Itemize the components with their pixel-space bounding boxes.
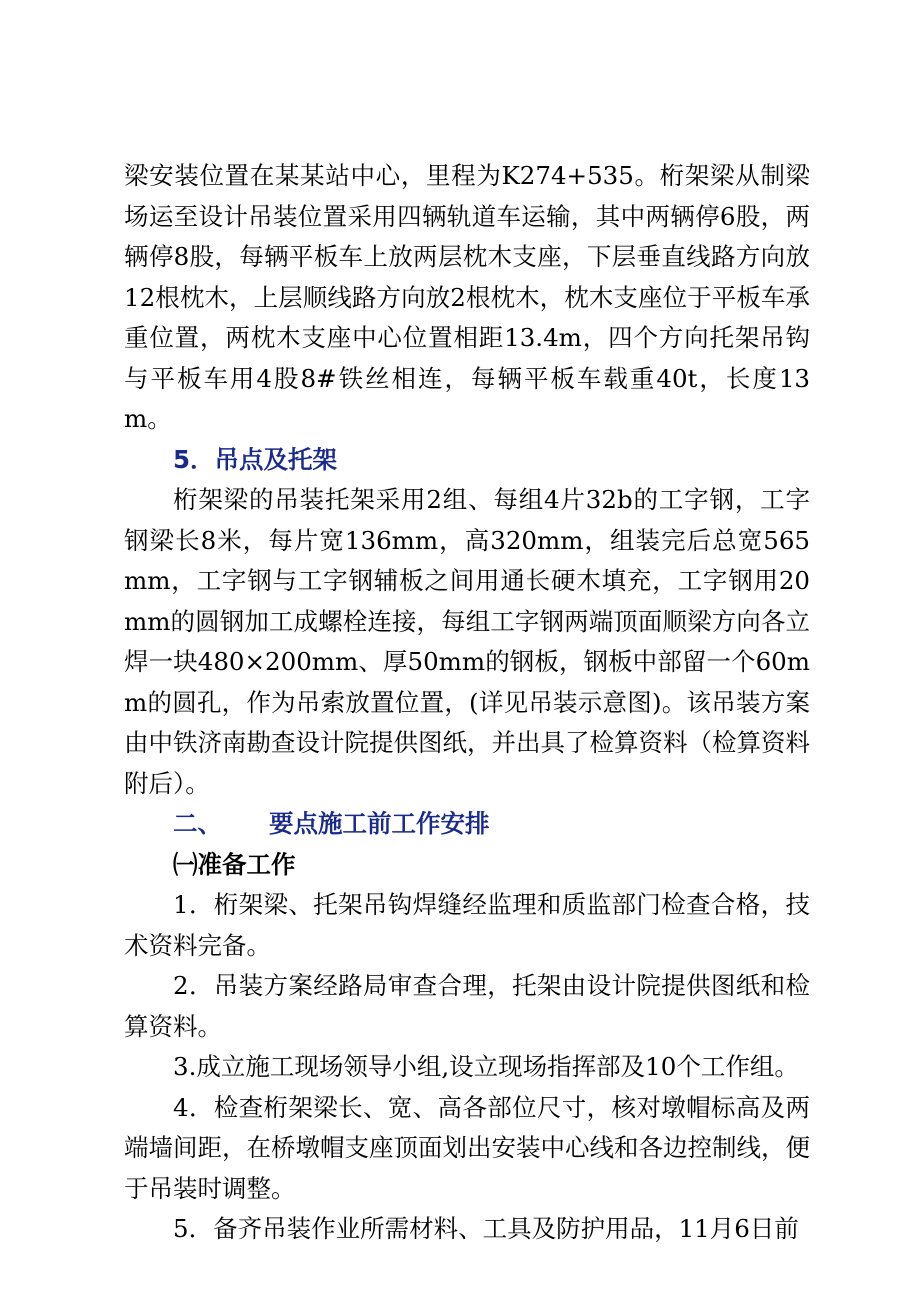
list-item-2: 2．吊装方案经路局审查合理，托架由设计院提供图纸和检算资料。 bbox=[124, 971, 810, 1041]
heading-preparation: ㈠准备工作 bbox=[173, 849, 296, 879]
list-item-4: 4．检查桁架梁长、宽、高各部位尺寸，核对墩帽标高及两端墙间距，在桥墩帽支座顶面划出安装中心线和各边控制线，便于吊装时调整。 bbox=[124, 1092, 810, 1203]
list-item-5: 5．备齐吊装作业所需材料、工具及防护用品，11月6日前 bbox=[173, 1214, 799, 1243]
list-item-3: 3.成立施工现场领导小组,设立现场指挥部及10个工作组。 bbox=[173, 1052, 799, 1081]
section-two-number: 二、 bbox=[173, 809, 222, 838]
paragraph-bracket: 桁架梁的吊装托架采用2组、每组4片32b的工字钢，工字钢梁长8米，每片宽136mm，高320mm，组装完后总宽565mm，工字钢与工字钢辅板之间用通长硬木填充，工字钢用20mm的圆钢加工成螺栓连接，每组工字钢两端顶面顺梁方向各立焊一块480×200mm、厚50mm的钢板，钢板中部留一个60mm的圆孔，作为吊索放置位置，(详见吊装示意图)。该吊装方案由中铁济南勘查设计院提供图纸，并出具了检算资料（检算资料附后）。 bbox=[124, 485, 810, 798]
heading-lifting-points: 5．吊点及托架 bbox=[173, 444, 338, 474]
list-item-1: 1．桁架梁、托架吊钩焊缝经监理和质监部门检查合格，技术资料完备。 bbox=[124, 890, 810, 960]
section-two-title: 要点施工前工作安排 bbox=[269, 809, 490, 838]
paragraph-transport: 梁安装位置在某某站中心，里程为K274+535。桁架梁从制梁场运至设计吊装位置采用四辆轨道车运输，其中两辆停6股，两辆停8股，每辆平板车上放两层枕木支座，下层垂直线路方向放12根枕木，上层顺线路方向放2根枕木，枕木支座位于平板车承重位置，两枕木支座中心位置相距13.4m，四个方向托架吊钩与平板车用4股8#铁丝相连，每辆平板车载重40t，长度13m。 bbox=[124, 161, 810, 433]
heading-section-two bbox=[124, 804, 810, 845]
